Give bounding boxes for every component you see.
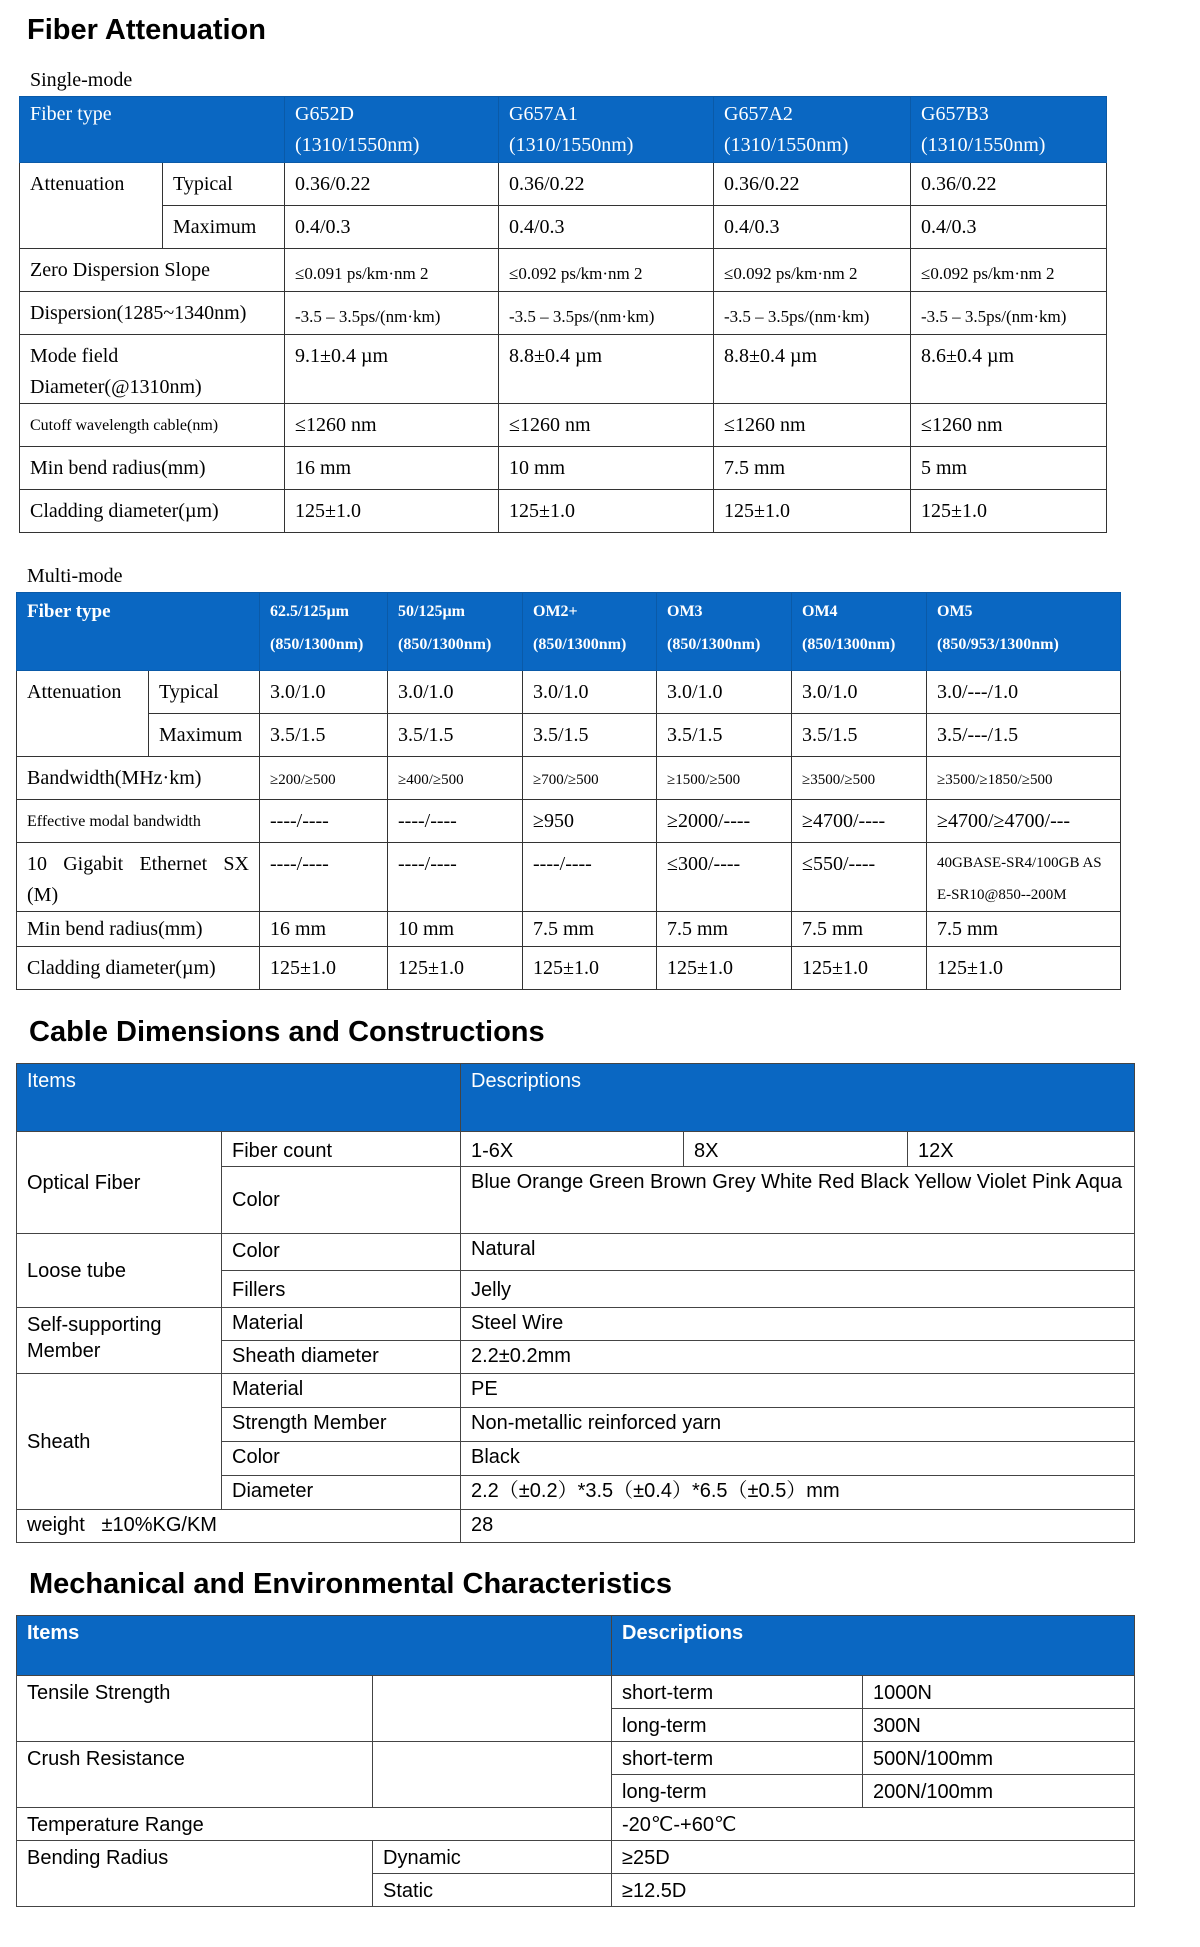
table-cell: 0.4/0.3 — [285, 206, 499, 249]
table-row — [20, 206, 1107, 249]
table-row — [17, 1308, 1135, 1341]
table-cell: 125±1.0 — [523, 947, 657, 990]
table-cell: 125±1.0 — [499, 490, 714, 533]
table-row — [20, 490, 1107, 533]
table-cell: 7.5 mm — [792, 912, 927, 947]
table-cell: 500N/100mm — [863, 1742, 1135, 1775]
optical-fiber-label: Optical Fiber — [17, 1132, 222, 1234]
mm-header-om3: OM3 (850/1300nm) — [657, 593, 792, 671]
table-cell: 3.5/1.5 — [388, 714, 523, 757]
table-cell: 0.36/0.22 — [714, 163, 911, 206]
table-cell: ≥2000/---- — [657, 800, 792, 843]
table-row — [20, 404, 1107, 447]
table-cell: ≤1260 nm — [285, 404, 499, 447]
table-cell: 3.5/1.5 — [523, 714, 657, 757]
table-cell: 16 mm — [260, 912, 388, 947]
table-cell: ≤1260 nm — [714, 404, 911, 447]
strength-member-label: Strength Member — [222, 1408, 461, 1442]
table-cell: 5 mm — [911, 447, 1107, 490]
table-cell: ≥3500/≥500 — [792, 757, 927, 800]
table-cell: Non-metallic reinforced yarn — [461, 1408, 1135, 1442]
loose-tube-label: Loose tube — [17, 1234, 222, 1308]
table-cell: -3.5 – 3.5ps/(nm·km) — [714, 292, 911, 335]
crush-label: Crush Resistance — [17, 1742, 373, 1808]
tube-color-label: Color — [222, 1234, 461, 1271]
table-cell: ≤0.092 ps/km·nm 2 — [499, 249, 714, 292]
table-cell: 300N — [863, 1709, 1135, 1742]
table-cell: ≤0.092 ps/km·nm 2 — [911, 249, 1107, 292]
mm-maximum-label: Maximum — [149, 714, 260, 757]
table-cell: 0.4/0.3 — [499, 206, 714, 249]
table-cell: 125±1.0 — [792, 947, 927, 990]
table-cell: 9.1±0.4 µm — [285, 335, 499, 404]
bending-label: Bending Radius — [17, 1841, 373, 1907]
sm-min-bend-label: Min bend radius(mm) — [20, 447, 285, 490]
table-row — [17, 843, 1121, 912]
table-cell: 0.4/0.3 — [911, 206, 1107, 249]
table-cell: 125±1.0 — [388, 947, 523, 990]
table-cell: ≥950 — [523, 800, 657, 843]
cable-dimensions-heading: Cable Dimensions and Constructions — [29, 1016, 545, 1048]
table-cell: 3.0/1.0 — [657, 671, 792, 714]
table-cell: short-term — [612, 1742, 863, 1775]
mm-min-bend-label: Min bend radius(mm) — [17, 912, 260, 947]
table-cell: 1-6X — [461, 1132, 684, 1167]
fiber-color-label: Color — [222, 1167, 461, 1234]
table-row — [17, 1510, 1135, 1543]
single-mode-caption: Single-mode — [30, 69, 133, 91]
mm-ge-label: 10 Gigabit Ethernet SX (M) — [17, 843, 260, 912]
table-cell: 8X — [684, 1132, 908, 1167]
table-cell: 1000N — [863, 1676, 1135, 1709]
table-cell — [373, 1742, 612, 1808]
table-cell: 0.36/0.22 — [499, 163, 714, 206]
sm-typical-label: Typical — [163, 163, 285, 206]
table-cell: 3.5/---/1.5 — [927, 714, 1121, 757]
table-row — [17, 1374, 1135, 1408]
sm-cutoff-label: Cutoff wavelength cable(nm) — [20, 404, 285, 447]
table-cell: ----/---- — [260, 843, 388, 912]
table-cell: 7.5 mm — [714, 447, 911, 490]
sm-attenuation-label: Attenuation — [20, 163, 163, 249]
sm-maximum-label: Maximum — [163, 206, 285, 249]
fiber-colors-value: Blue Orange Green Brown Grey White Red Black Yellow Violet Pink Aqua — [461, 1167, 1135, 1234]
table-cell: 0.4/0.3 — [714, 206, 911, 249]
table-cell: ≥25D — [612, 1841, 1135, 1874]
mech-descriptions-header: Descriptions — [612, 1616, 1135, 1676]
table-cell: ≥3500/≥1850/≥500 — [927, 757, 1121, 800]
mm-cladding-label: Cladding diameter(µm) — [17, 947, 260, 990]
multi-mode-table — [16, 592, 1121, 990]
table-cell: 125±1.0 — [911, 490, 1107, 533]
sm-mode-field-label: Mode field Diameter(@1310nm) — [20, 335, 285, 404]
table-cell: 10 mm — [499, 447, 714, 490]
table-row — [17, 947, 1121, 990]
table-row — [17, 1841, 1135, 1874]
table-cell: 7.5 mm — [927, 912, 1121, 947]
cable-items-header: Items — [17, 1064, 461, 1132]
table-cell: ----/---- — [388, 800, 523, 843]
mm-header-om5: OM5 (850/953/1300nm) — [927, 593, 1121, 671]
table-cell: 200N/100mm — [863, 1775, 1135, 1808]
mm-fiber-type-header: Fiber type — [17, 593, 260, 671]
table-cell: ≥400/≥500 — [388, 757, 523, 800]
single-mode-table — [19, 96, 1107, 533]
table-cell: 28 — [461, 1510, 1135, 1543]
table-cell: long-term — [612, 1775, 863, 1808]
table-cell: 3.5/1.5 — [260, 714, 388, 757]
table-cell: ----/---- — [388, 843, 523, 912]
fiber-attenuation-heading: Fiber Attenuation — [27, 14, 266, 46]
table-cell: 3.0/---/1.0 — [927, 671, 1121, 714]
table-cell: Steel Wire — [461, 1308, 1135, 1341]
table-cell: 3.0/1.0 — [792, 671, 927, 714]
weight-label: weight ±10%KG/KM — [17, 1510, 461, 1543]
table-row — [20, 249, 1107, 292]
table-cell: 0.36/0.22 — [911, 163, 1107, 206]
ss-material-label: Material — [222, 1308, 461, 1341]
table-row — [17, 1234, 1135, 1271]
table-cell: short-term — [612, 1676, 863, 1709]
mm-emb-label: Effective modal bandwidth — [17, 800, 260, 843]
table-cell: long-term — [612, 1709, 863, 1742]
table-cell: 2.2（±0.2）*3.5（±0.4）*6.5（±0.5）mm — [461, 1476, 1135, 1510]
table-cell: 0.36/0.22 — [285, 163, 499, 206]
table-cell: 12X — [908, 1132, 1135, 1167]
table-cell: ≥200/≥500 — [260, 757, 388, 800]
table-cell: 7.5 mm — [523, 912, 657, 947]
table-cell: 8.6±0.4 µm — [911, 335, 1107, 404]
table-cell: 3.5/1.5 — [657, 714, 792, 757]
static-label: Static — [373, 1874, 612, 1907]
table-cell: ≥4700/≥4700/--- — [927, 800, 1121, 843]
sheath-material-label: Material — [222, 1374, 461, 1408]
table-cell: ≤1260 nm — [499, 404, 714, 447]
table-cell: 40GBASE-SR4/100GB ASE-SR10@850--200M — [927, 843, 1121, 912]
table-cell: -20℃-+60℃ — [612, 1808, 1135, 1841]
table-row — [20, 335, 1107, 404]
dynamic-label: Dynamic — [373, 1841, 612, 1874]
table-cell: 7.5 mm — [657, 912, 792, 947]
mm-header-om4: OM4 (850/1300nm) — [792, 593, 927, 671]
table-row — [20, 447, 1107, 490]
temp-label: Temperature Range — [17, 1808, 612, 1841]
table-cell: PE — [461, 1374, 1135, 1408]
fiber-count-label: Fiber count — [222, 1132, 461, 1167]
table-row — [20, 163, 1107, 206]
mechanical-table — [16, 1615, 1135, 1907]
cable-dimensions-table — [16, 1063, 1135, 1543]
table-row — [17, 1742, 1135, 1775]
table-row — [17, 671, 1121, 714]
table-cell: 125±1.0 — [260, 947, 388, 990]
table-cell: ≥700/≥500 — [523, 757, 657, 800]
table-row — [17, 912, 1121, 947]
table-cell: ≤550/---- — [792, 843, 927, 912]
table-cell: ----/---- — [260, 800, 388, 843]
table-cell: -3.5 – 3.5ps/(nm·km) — [499, 292, 714, 335]
table-cell: Black — [461, 1442, 1135, 1476]
sm-cladding-label: Cladding diameter(µm) — [20, 490, 285, 533]
table-cell: 2.2±0.2mm — [461, 1341, 1135, 1374]
sm-header-g657a1: G657A1 (1310/1550nm) — [499, 97, 714, 163]
diameter-label: Diameter — [222, 1476, 461, 1510]
table-cell: 3.0/1.0 — [388, 671, 523, 714]
mm-header-om2plus: OM2+ (850/1300nm) — [523, 593, 657, 671]
sm-header-g657b3: G657B3 (1310/1550nm) — [911, 97, 1107, 163]
table-cell: ≥1500/≥500 — [657, 757, 792, 800]
table-cell: 125±1.0 — [657, 947, 792, 990]
table-cell: ≤0.091 ps/km·nm 2 — [285, 249, 499, 292]
cable-descriptions-header: Descriptions — [461, 1064, 1135, 1132]
sm-zero-disp-label: Zero Dispersion Slope — [20, 249, 285, 292]
sheath-color-label: Color — [222, 1442, 461, 1476]
table-cell: 125±1.0 — [285, 490, 499, 533]
table-cell: 125±1.0 — [714, 490, 911, 533]
tensile-label: Tensile Strength — [17, 1676, 373, 1742]
table-cell: ≥4700/---- — [792, 800, 927, 843]
sm-dispersion-label: Dispersion(1285~1340nm) — [20, 292, 285, 335]
table-cell: 3.0/1.0 — [260, 671, 388, 714]
table-cell: ≥12.5D — [612, 1874, 1135, 1907]
mech-items-header: Items — [17, 1616, 612, 1676]
table-row — [17, 1676, 1135, 1709]
table-cell: 3.0/1.0 — [523, 671, 657, 714]
self-supporting-label: Self-supporting Member — [17, 1308, 222, 1374]
mm-header-62-5: 62.5/125µm (850/1300nm) — [260, 593, 388, 671]
multi-mode-caption: Multi-mode — [27, 565, 123, 587]
table-row — [17, 800, 1121, 843]
table-row — [17, 757, 1121, 800]
table-cell: Jelly — [461, 1271, 1135, 1308]
table-cell: 125±1.0 — [927, 947, 1121, 990]
mm-bandwidth-label: Bandwidth(MHz·km) — [17, 757, 260, 800]
table-row — [20, 292, 1107, 335]
table-row — [17, 714, 1121, 757]
table-cell: ≤0.092 ps/km·nm 2 — [714, 249, 911, 292]
table-cell: -3.5 – 3.5ps/(nm·km) — [911, 292, 1107, 335]
table-row — [17, 1808, 1135, 1841]
table-cell: -3.5 – 3.5ps/(nm·km) — [285, 292, 499, 335]
sm-header-g652d: G652D (1310/1550nm) — [285, 97, 499, 163]
table-cell: 16 mm — [285, 447, 499, 490]
mm-attenuation-label: Attenuation — [17, 671, 149, 757]
table-cell: Natural — [461, 1234, 1135, 1271]
table-cell: ≤300/---- — [657, 843, 792, 912]
table-cell — [373, 1676, 612, 1742]
sheath-diameter-label: Sheath diameter — [222, 1341, 461, 1374]
mm-header-50: 50/125µm (850/1300nm) — [388, 593, 523, 671]
table-cell: ≤1260 nm — [911, 404, 1107, 447]
table-cell: 10 mm — [388, 912, 523, 947]
sheath-label: Sheath — [17, 1374, 222, 1510]
mechanical-heading: Mechanical and Environmental Characteristics — [29, 1568, 673, 1600]
table-cell: 8.8±0.4 µm — [714, 335, 911, 404]
fillers-label: Fillers — [222, 1271, 461, 1308]
table-cell: 8.8±0.4 µm — [499, 335, 714, 404]
sm-fiber-type-header: Fiber type — [20, 97, 285, 163]
table-row — [17, 1132, 1135, 1167]
mm-typical-label: Typical — [149, 671, 260, 714]
table-cell: 3.5/1.5 — [792, 714, 927, 757]
sm-header-g657a2: G657A2 (1310/1550nm) — [714, 97, 911, 163]
table-cell: ----/---- — [523, 843, 657, 912]
